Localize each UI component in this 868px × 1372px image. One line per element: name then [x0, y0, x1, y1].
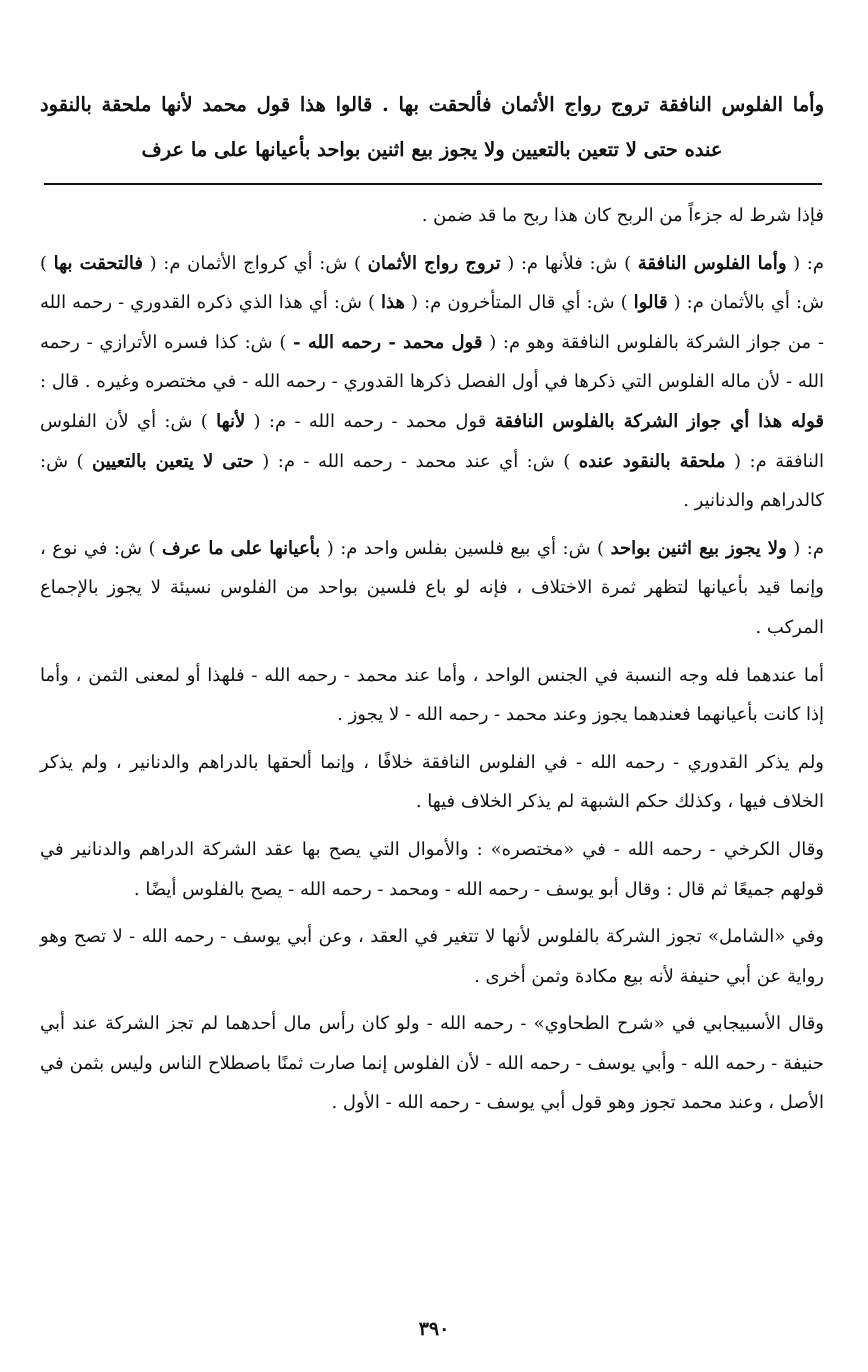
bold-quoted-text: وأما الفلوس النافقة — [637, 252, 787, 274]
commentary-paragraph — [40, 196, 824, 236]
commentary-paragraph — [40, 529, 824, 648]
commentary-text: ) ش: أي كرواج الأثمان م: ( — [143, 252, 368, 274]
commentary-text: وفي «الشامل» تجوز الشركة بالفلوس لأنها لا تتغير في العقد ، وعن أبي يوسف - رحمه الله - لا تصح وهو رواية عن أبي حنيفة لأنه بيع مكادة وثمن أخرى . — [40, 926, 824, 987]
bold-quoted-text: هذا — [381, 292, 405, 314]
commentary-text: ) ش: فلأنها م: ( — [500, 252, 638, 274]
commentary-text: ) ش: أي بالأثمان م: ( — [40, 252, 824, 314]
bold-quoted-text: فالتحقت بها — [53, 252, 144, 274]
commentary-text: ) ش: أي هذا الذي ذكره القدوري - رحمه الله - من جواز الشركة بالفلوس النافقة وهو م: ( — [40, 292, 825, 353]
commentary-text: م: ( — [786, 252, 824, 274]
bold-quoted-text: قالوا — [633, 292, 668, 314]
commentary-text: فإذا شرط له جزءاً من الربح كان هذا ربح ما قد ضمن . — [421, 205, 824, 226]
bold-quoted-text: حتى لا يتعين بالتعيين — [92, 450, 254, 472]
commentary-text: م: ( — [786, 537, 824, 559]
commentary-body — [40, 196, 824, 1131]
bold-quoted-text: ولا يجوز بيع اثنين بواحد — [610, 537, 787, 559]
commentary-paragraph — [40, 656, 824, 735]
commentary-text: ) ش: أي لأن الفلوس النافقة م: ( — [40, 410, 824, 472]
bold-quoted-text: قوله هذا أي جواز الشركة بالفلوس النافقة — [494, 410, 824, 432]
commentary-text: أما عندهما فله وجه النسبة في الجنس الواحد ، وأما عند محمد - رحمه الله - فلهذا أو لمعنى الثمن ، وأما إذا كانت بأعيانهما فعندهما يجوز وعند محمد - رحمه الله - لا يجوز . — [40, 664, 824, 726]
commentary-text: ) ش: كالدراهم والدنانير . — [40, 450, 824, 512]
bold-quoted-text: لأنها — [216, 410, 246, 432]
matn-header-text: وأما الفلوس النافقة تروج رواج الأثمان فألحقت بها . قالوا هذا قول محمد لأنها ملحقة بالنقود عنده حتى لا تتعين بالتعيين ولا يجوز بيع اثنين بواحد بأعيانها على ما عرف — [40, 93, 824, 161]
commentary-text: ) ش: في نوع ، وإنما قيد بأعيانها لتظهر ثمرة الاختلاف ، فإنه لو باع فلسين بواحد من الفلوس نسيئة لا يجوز بالإجماع المركب . — [40, 537, 824, 638]
commentary-paragraph — [40, 830, 824, 909]
bold-quoted-text: تروج رواج الأثمان — [367, 252, 501, 274]
commentary-text: ) ش: أي بيع فلسين بفلس واحد م: ( — [320, 537, 611, 559]
commentary-text: قول محمد - رحمه الله - م: ( — [245, 410, 495, 432]
commentary-text: وقال الأسبيجابي في «شرح الطحاوي» - رحمه الله - ولو كان رأس مال أحدهما لم تجز الشركة عند أبي حنيفة - رحمه الله - وأبي يوسف - رحمه الله - لأن الفلوس إنما صارت ثمنًا باصطلاح الناس وليس بثمن في الأصل ، وعند محمد تجوز وهو قول أبي يوسف - رحمه الله - الأول . — [40, 1013, 824, 1114]
commentary-paragraph — [40, 917, 824, 996]
bold-quoted-text: قول محمد - رحمه الله - — [293, 331, 483, 353]
commentary-text: ) ش: أي عند محمد - رحمه الله - م: ( — [253, 450, 579, 472]
commentary-paragraph — [40, 743, 824, 822]
commentary-paragraph — [40, 1004, 824, 1123]
page-number: ٣٩٠ — [418, 1318, 450, 1340]
commentary-paragraph — [40, 244, 824, 521]
bold-quoted-text: ملحقة بالنقود عنده — [578, 450, 726, 472]
commentary-text: ) ش: أي قال المتأخرون م: ( — [405, 292, 634, 314]
bold-quoted-text: بأعيانها على ما عرف — [161, 537, 321, 559]
commentary-text: ولم يذكر القدوري - رحمه الله - في الفلوس النافقة خلافًا ، وإنما ألحقها بالدراهم والدنانير ، ولم يذكر الخلاف فيها ، وكذلك حكم الشبهة لم يذكر الخلاف فيها . — [40, 751, 824, 813]
separator-rule — [44, 183, 822, 185]
commentary-text: وقال الكرخي - رحمه الله - في «مختصره» : والأموال التي يصح بها عقد الشركة الدراهم والدنانير في قولهم جميعًا ثم قال : وقال أبو يوسف - رحمه الله - ومحمد - رحمه الله - يصح بالفلوس أيضًا . — [40, 838, 824, 900]
commentary-text: ) ش: كذا فسره الأترازي - رحمه الله - لأن ماله الفلوس التي ذكرها في أول الفصل ذكرها القدوري - رحمه الله - في مختصره وغيره . قال : — [40, 331, 824, 393]
